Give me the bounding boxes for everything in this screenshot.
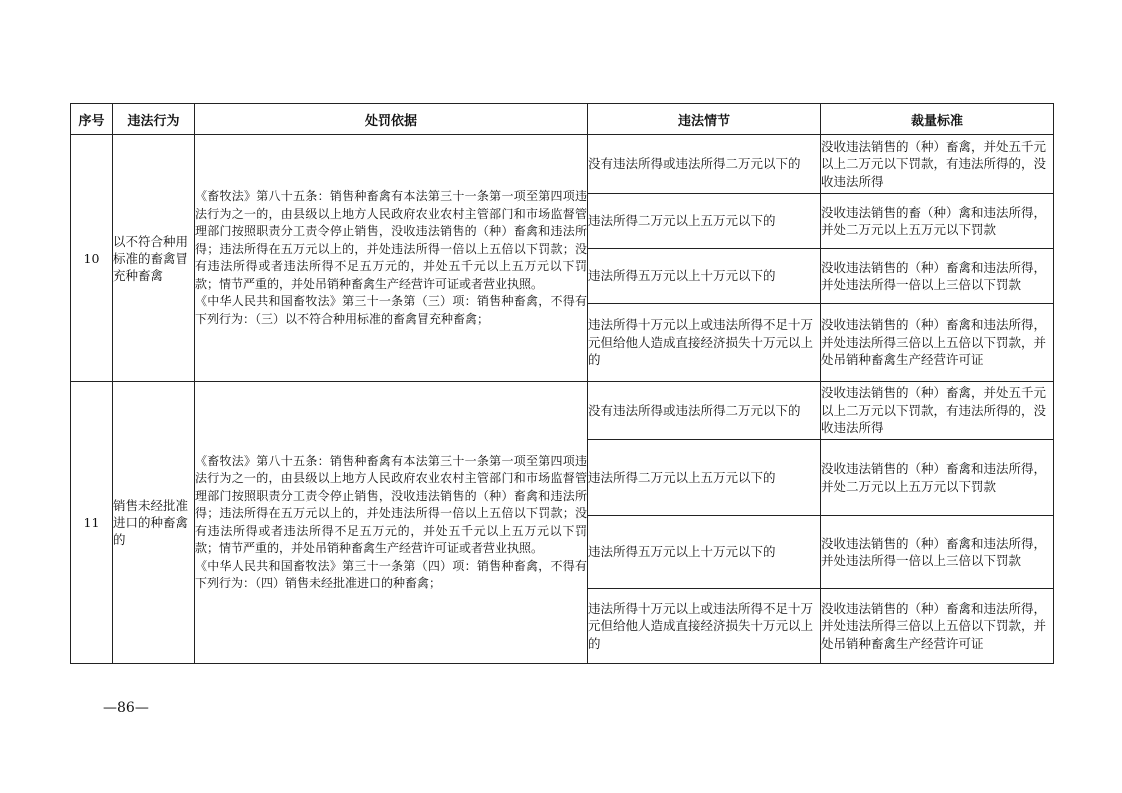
circumstance-cell: 违法所得五万元以上十万元以下的 xyxy=(588,516,821,589)
standard-cell: 没收违法销售的（种）畜禽和违法所得，并处违法所得三倍以上五倍以下罚款，并处吊销种畜禽生产经营许可证 xyxy=(821,589,1054,664)
circumstance-cell: 违法所得十万元以上或违法所得不足十万元但给他人造成直接经济损失十万元以上的 xyxy=(588,589,821,664)
circumstance-cell: 违法所得五万元以上十万元以下的 xyxy=(588,249,821,304)
circumstance-cell: 没有违法所得或违法所得二万元以下的 xyxy=(588,382,821,440)
circumstance-cell: 违法所得二万元以上五万元以下的 xyxy=(588,440,821,516)
standard-cell: 没收违法销售的（种）畜禽，并处五千元以上二万元以下罚款，有违法所得的，没收违法所得 xyxy=(821,382,1054,440)
table-row xyxy=(71,135,1054,194)
table-header-row xyxy=(71,104,1054,135)
page-number: —86— xyxy=(103,700,149,716)
basis-paragraph: 《畜牧法》第八十五条：销售种畜禽有本法第三十一条第一项至第四项违法行为之一的，由县级以上地方人民政府农业农村主管部门和市场监督管理部门按照职责分工责令停止销售，没收违法销售的（种）畜禽和违法所得；违法所得在五万元以上的，并处违法所得一倍以上五倍以下罚款；没有违法所得或者违法所得不足五万元的，并处五千元以上五万元以下罚款；情节严重的，并处吊销种畜禽生产经营许可证或者营业执照。 xyxy=(195,189,587,291)
standard-cell: 没收违法销售的（种）畜禽和违法所得，并处违法所得三倍以上五倍以下罚款，并处吊销种畜禽生产经营许可证 xyxy=(821,304,1054,382)
standard-cell: 没收违法销售的（种）畜禽和违法所得，并处二万元以上五万元以下罚款 xyxy=(821,440,1054,516)
circumstance-cell: 违法所得十万元以上或违法所得不足十万元但给他人造成直接经济损失十万元以上的 xyxy=(588,304,821,382)
row-number: 11 xyxy=(71,382,113,664)
header-circumstance: 违法情节 xyxy=(588,104,821,135)
penalty-basis xyxy=(195,382,588,664)
table-row xyxy=(71,382,1054,440)
header-violation: 违法行为 xyxy=(113,104,195,135)
standard-cell: 没收违法销售的畜（种）禽和违法所得，并处二万元以上五万元以下罚款 xyxy=(821,194,1054,249)
standard-cell: 没收违法销售的（种）畜禽和违法所得，并处违法所得一倍以上三倍以下罚款 xyxy=(821,249,1054,304)
penalty-basis xyxy=(195,135,588,382)
standard-cell: 没收违法销售的（种）畜禽，并处五千元以上二万元以下罚款，有违法所得的，没收违法所得 xyxy=(821,135,1054,194)
header-penalty-basis: 处罚依据 xyxy=(195,104,588,135)
violation-behavior: 销售未经批准进口的种畜禽的 xyxy=(113,382,195,664)
violation-behavior: 以不符合种用标准的畜禽冒充种畜禽 xyxy=(113,135,195,382)
circumstance-cell: 没有违法所得或违法所得二万元以下的 xyxy=(588,135,821,194)
basis-paragraph: 《中华人民共和国畜牧法》第三十一条第（三）项：销售种畜禽，不得有下列行为：（三）以不符合种用标准的畜禽冒充种畜禽； xyxy=(195,294,587,326)
basis-paragraph: 《中华人民共和国畜牧法》第三十一条第（四）项：销售种畜禽，不得有下列行为：（四）销售未经批准进口的种畜禽； xyxy=(195,558,587,590)
circumstance-cell: 违法所得二万元以上五万元以下的 xyxy=(588,194,821,249)
basis-paragraph: 《畜牧法》第八十五条：销售种畜禽有本法第三十一条第一项至第四项违法行为之一的，由县级以上地方人民政府农业农村主管部门和市场监督管理部门按照职责分工责令停止销售，没收违法销售的（种）畜禽和违法所得；违法所得在五万元以上的，并处违法所得一倍以上五倍以下罚款；没有违法所得或者违法所得不足五万元的，并处五千元以上五万元以下罚款；情节严重的，并处吊销种畜禽生产经营许可证或者营业执照。 xyxy=(195,453,587,555)
penalty-table xyxy=(70,103,1054,664)
header-number: 序号 xyxy=(71,104,113,135)
header-standard: 裁量标准 xyxy=(821,104,1054,135)
standard-cell: 没收违法销售的（种）畜禽和违法所得，并处违法所得一倍以上三倍以下罚款 xyxy=(821,516,1054,589)
row-number: 10 xyxy=(71,135,113,382)
